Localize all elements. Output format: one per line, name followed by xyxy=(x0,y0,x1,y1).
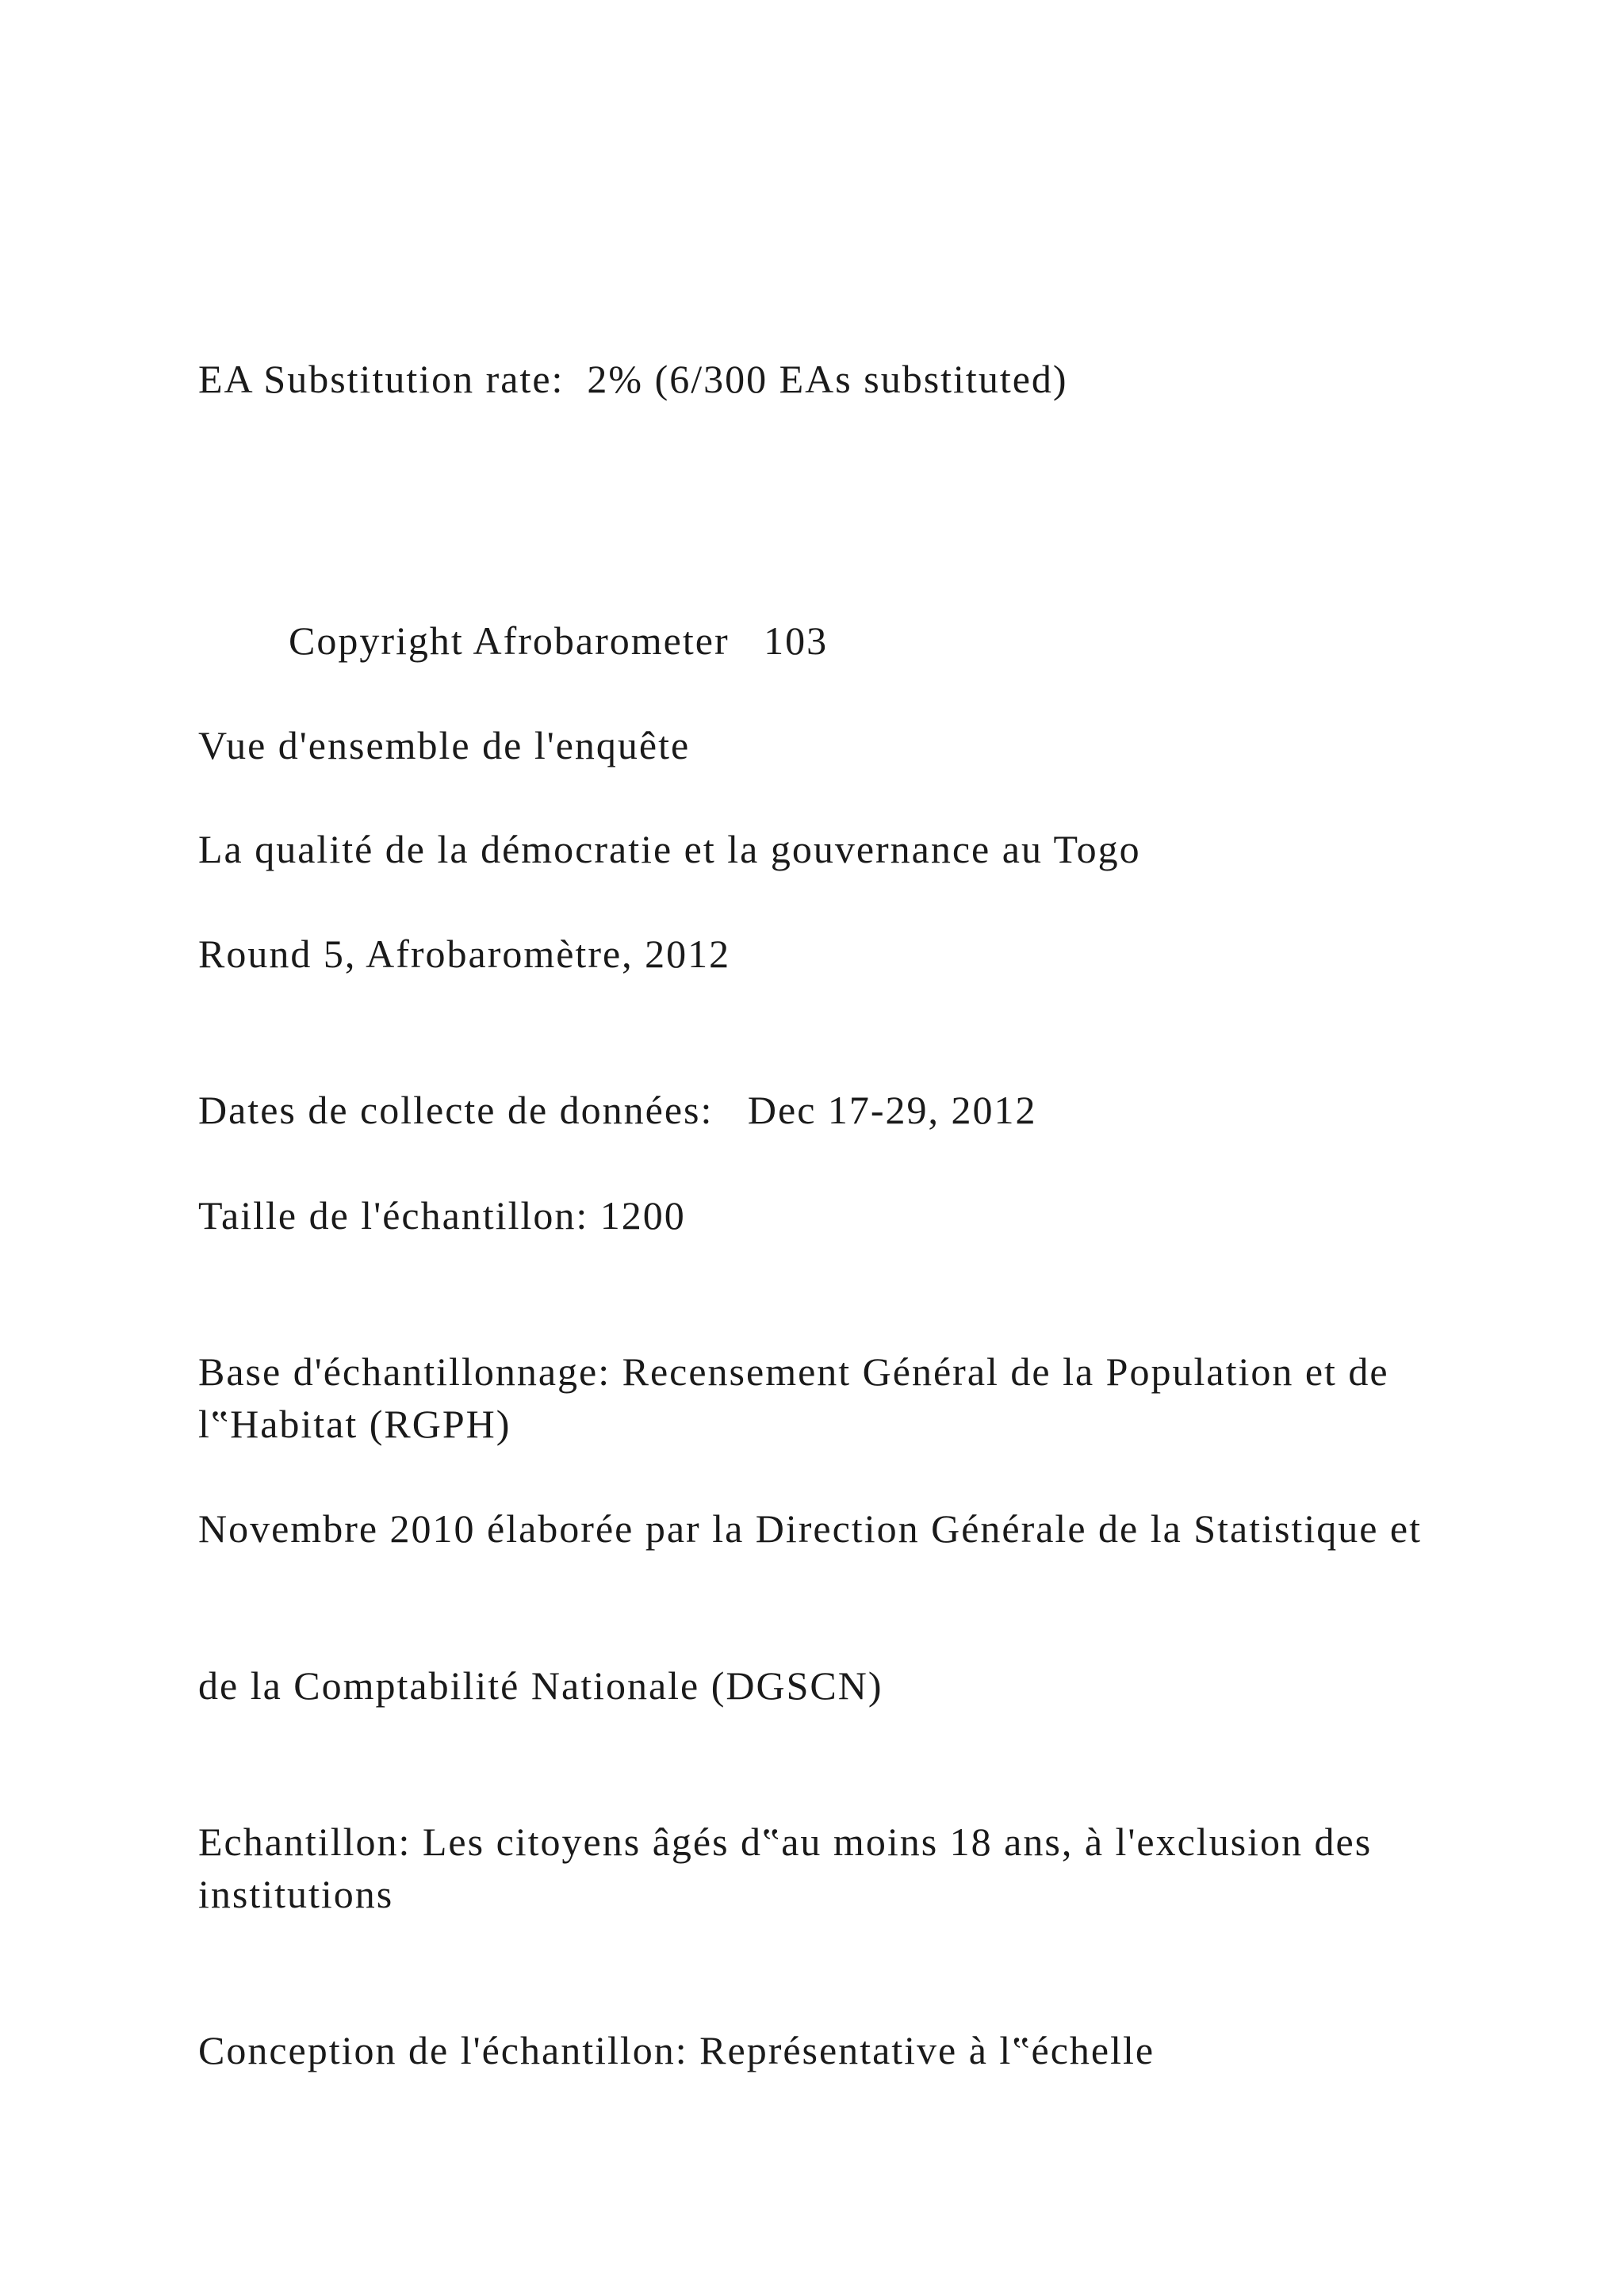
data-collection-dates: Dates de collecte de données: Dec 17-29, 2012 xyxy=(198,1088,1037,1132)
survey-overview-heading: Vue d'ensemble de l'enquête xyxy=(198,723,691,767)
sampling-frame-authority: de la Comptabilité Nationale (DGSCN) xyxy=(198,1663,883,1708)
round-line: Round 5, Afrobaromètre, 2012 xyxy=(198,932,731,976)
sample-universe: Echantillon: Les citoyens âgés d‟au moins 18 ans, à l'exclusion des institutions xyxy=(198,1820,1373,1916)
sample-design: Conception de l'échantillon: Représentative à l‟échelle xyxy=(198,2028,1155,2072)
copyright-page-number: Copyright Afrobarometer 103 xyxy=(289,618,829,663)
sampling-frame-date: Novembre 2010 élaborée par la Direction Générale de la Statistique et xyxy=(198,1506,1422,1551)
ea-substitution-rate: EA Substitution rate: 2% (6/300 EAs substituted) xyxy=(198,357,1068,401)
sampling-frame: Base d'échantillonnage: Recensement Général de la Population et de l‟Habitat (RGPH) xyxy=(198,1349,1389,1446)
survey-title: La qualité de la démocratie et la gouvernance au Togo xyxy=(198,827,1141,871)
sample-size: Taille de l'échantillon: 1200 xyxy=(198,1193,686,1238)
